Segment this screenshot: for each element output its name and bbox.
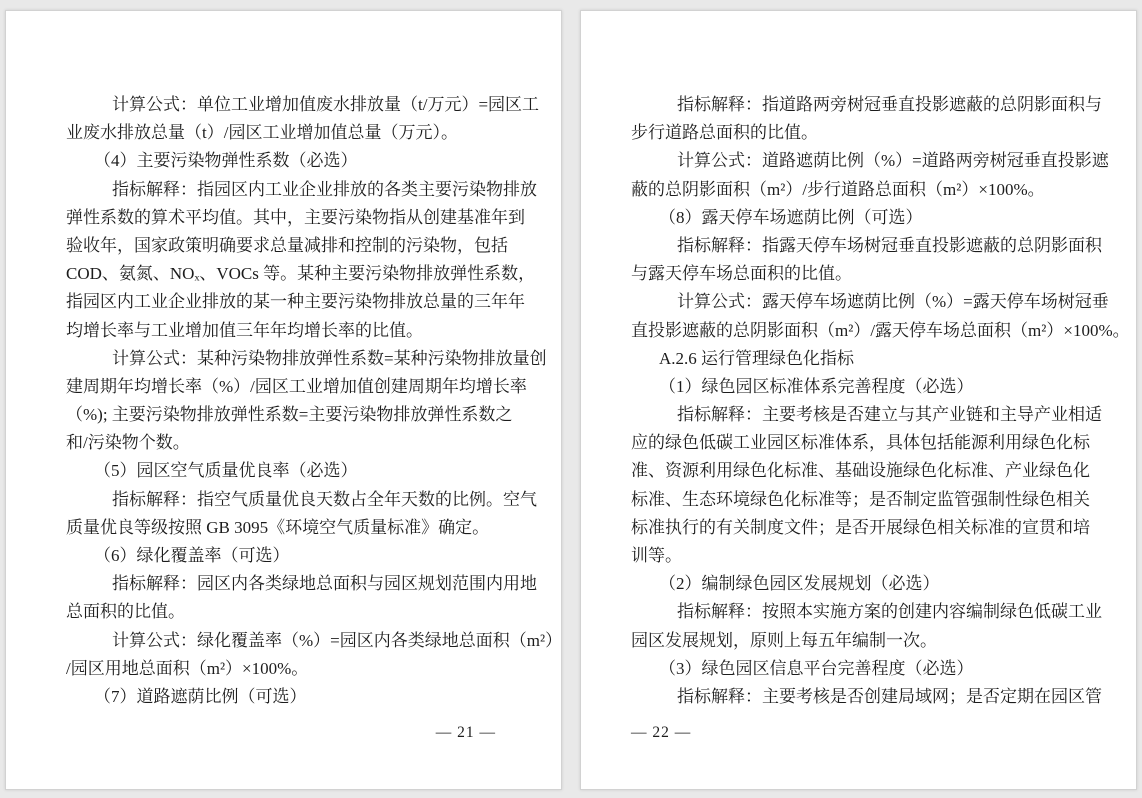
text-line: 计算公式：单位工业增加值废水排放量（t/万元）=园区工: [112, 95, 540, 114]
text-line: 与露天停车场总面积的比值。: [631, 264, 852, 284]
text-line: 指标解释：园区内各类绿地总面积与园区规划范围内用地: [112, 574, 537, 594]
text-line: （8）露天停车场遮荫比例（可选）: [659, 207, 923, 227]
text-line: 指园区内工业企业排放的某一种主要污染物排放总量的三年年: [66, 292, 525, 312]
text-line: （5）园区空气质量优良率（必选）: [94, 461, 358, 481]
text-line: 计算公式：绿化覆盖率（%）=园区内各类绿地总面积（m²）: [112, 630, 563, 650]
text-line: 直投影遮蔽的总阴影面积（m²）/露天停车场总面积（m²）×100%。: [631, 320, 1130, 340]
text-line: 训等。: [631, 546, 682, 565]
text-line: 指标解释：主要考核是否建立与其产业链和主导产业相适: [677, 405, 1102, 425]
text-line: 计算公式：露天停车场遮荫比例（%）=露天停车场树冠垂: [677, 292, 1109, 312]
document-page: [580, 10, 1137, 790]
text-line: 指标解释：主要考核是否创建局域网；是否定期在园区管: [677, 686, 1102, 706]
text-line: 均增长率与工业增加值三年年均增长率的比值。: [66, 320, 423, 340]
text-line: （6）绿化覆盖率（可选）: [94, 546, 290, 565]
text-line: COD、氨氮、NOₓ、VOCs 等。某种主要污染物排放弹性系数，: [66, 264, 536, 284]
text-line: 标准、生态环境绿色化标准等；是否制定监管强制性绿色相关: [631, 489, 1090, 509]
text-line: 和/污染物个数。: [66, 433, 190, 453]
text-line: （%); 主要污染物排放弹性系数=主要污染物排放弹性系数之: [66, 405, 513, 425]
page-number: — 22 —: [631, 724, 692, 741]
text-line: 标准执行的有关制度文件；是否开展绿色相关标准的宣贯和培: [631, 517, 1090, 537]
document-page: [5, 10, 562, 790]
text-line: 验收年，国家政策明确要求总量减排和控制的污染物，包括: [66, 235, 508, 255]
page-number: — 21 —: [435, 724, 496, 741]
text-line: 计算公式：道路遮荫比例（%）=道路两旁树冠垂直投影遮: [677, 151, 1109, 171]
text-line: 指标解释：按照本实施方案的创建内容编制绿色低碳工业: [677, 602, 1102, 622]
text-line: 园区发展规划，原则上每五年编制一次。: [631, 630, 937, 650]
page-text-column: [631, 91, 1130, 711]
text-line: （3）绿色园区信息平台完善程度（必选）: [659, 658, 974, 678]
text-line: 指标解释：指道路两旁树冠垂直投影遮蔽的总阴影面积与: [677, 95, 1102, 114]
text-line: 弹性系数的算术平均值。其中，主要污染物指从创建基准年到: [66, 207, 525, 227]
text-line: 指标解释：指园区内工业企业排放的各类主要污染物排放: [112, 179, 537, 199]
text-line: 总面积的比值。: [66, 602, 185, 622]
text-line: 业废水排放总量（t）/园区工业增加值总量（万元）。: [66, 123, 458, 143]
text-line: 建周期年均增长率（%）/园区工业增加值创建周期年均增长率: [66, 376, 527, 396]
text-line: A.2.6 运行管理绿色化指标: [659, 348, 855, 368]
page-text-column: [66, 91, 563, 711]
text-line: 指标解释：指空气质量优良天数占全年天数的比例。空气: [112, 489, 537, 509]
text-line: 步行道路总面积的比值。: [631, 123, 818, 143]
text-line: 蔽的总阴影面积（m²）/步行道路总面积（m²）×100%。: [631, 179, 1045, 199]
text-line: （4）主要污染物弹性系数（必选）: [94, 151, 358, 171]
text-line: 计算公式：某种污染物排放弹性系数=某种污染物排放量创: [112, 348, 547, 368]
text-line: 应的绿色低碳工业园区标准体系，具体包括能源利用绿色化标: [631, 433, 1090, 453]
text-line: （1）绿色园区标准体系完善程度（必选）: [659, 376, 974, 396]
text-line: （2）编制绿色园区发展规划（必选）: [659, 574, 940, 594]
text-line: /园区用地总面积（m²）×100%。: [66, 658, 309, 678]
text-line: 指标解释：指露天停车场树冠垂直投影遮蔽的总阴影面积: [677, 235, 1102, 255]
text-line: （7）道路遮荫比例（可选）: [94, 686, 307, 706]
text-line: 质量优良等级按照 GB 3095《环境空气质量标准》确定。: [66, 517, 490, 537]
text-line: 准、资源利用绿色化标准、基础设施绿色化标准、产业绿色化: [631, 461, 1090, 481]
